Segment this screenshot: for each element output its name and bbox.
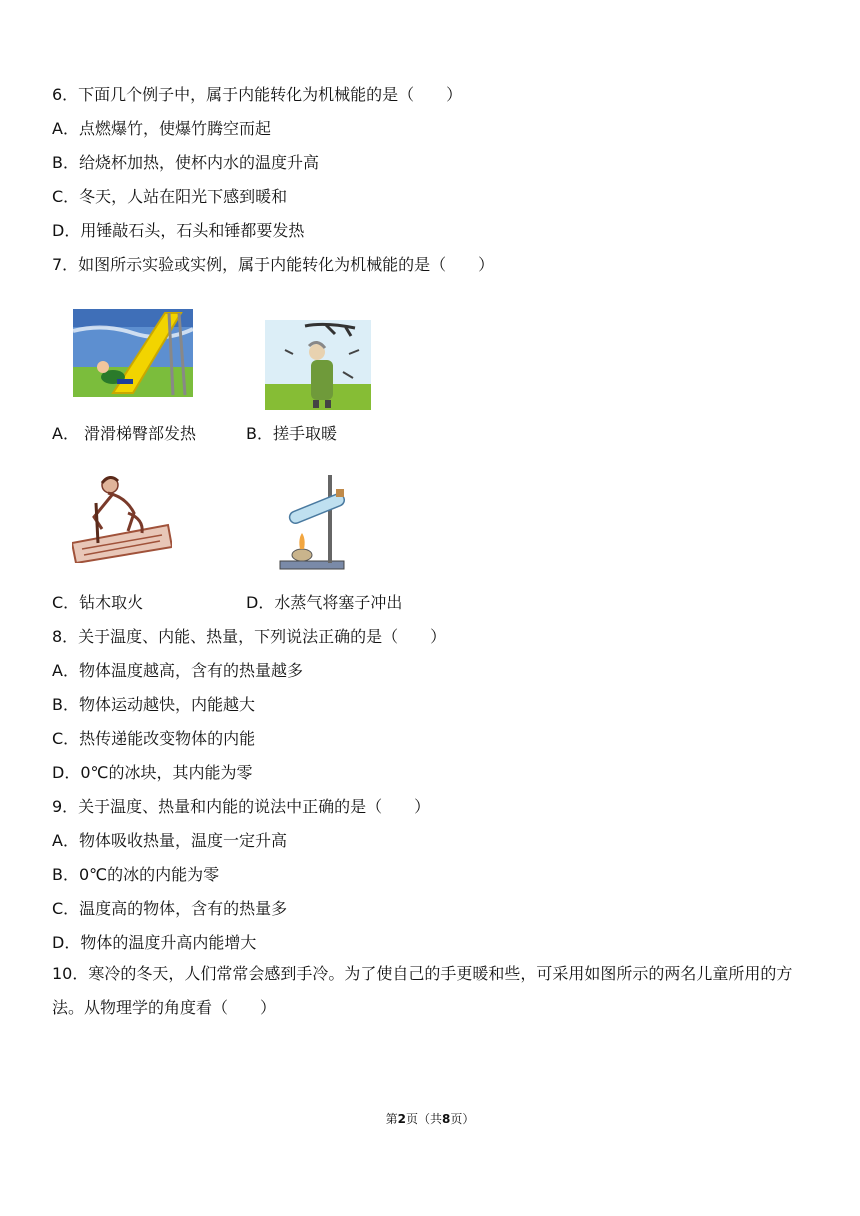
page-footer <box>0 1110 860 1127</box>
q8-option-d: D．0℃的冰块，其内能为零 <box>52 763 253 782</box>
q8-option-b: B．物体运动越快，内能越大 <box>52 695 255 714</box>
footer-mid: 页（共 <box>405 1112 442 1126</box>
q7-caption-c: C．钻木取火 <box>52 593 144 612</box>
q6-stem: 6．下面几个例子中，属于内能转化为机械能的是（ ） <box>52 85 463 104</box>
steam-test-tube-picture <box>276 473 356 573</box>
q8-option-c: C．热传递能改变物体的内能 <box>52 729 256 748</box>
rubbing-hands-picture <box>265 320 371 410</box>
q8-stem: 8．关于温度、内能、热量，下列说法正确的是（ ） <box>52 627 447 646</box>
q6-option-a: A．点燃爆竹，使爆竹腾空而起 <box>52 119 271 138</box>
q6-option-b: B．给烧杯加热，使杯内水的温度升高 <box>52 153 319 172</box>
q7-caption-b: B．搓手取暖 <box>246 424 337 443</box>
q9-option-d: D．物体的温度升高内能增大 <box>52 933 257 952</box>
q6-option-c: C．冬天，人站在阳光下感到暖和 <box>52 187 288 206</box>
slide-picture <box>73 309 193 397</box>
q10-stem: 10．寒冷的冬天，人们常常会感到手冷。为了使自己的手更暖和些，可采用如图所示的两名儿童所用的方法。从物理学的角度看（ ） <box>52 964 793 1017</box>
drilling-wood-picture <box>72 473 172 563</box>
footer-prefix: 第 <box>385 1112 398 1126</box>
footer-page-number: 2 <box>397 1112 406 1126</box>
q7-caption-d: D．水蒸气将塞子冲出 <box>246 593 403 612</box>
q9-option-c: C．温度高的物体，含有的热量多 <box>52 899 288 918</box>
footer-suffix: 页） <box>450 1112 475 1126</box>
q9-stem: 9．关于温度、热量和内能的说法中正确的是（ ） <box>52 797 431 816</box>
footer-total-pages: 8 <box>442 1112 451 1126</box>
q7-caption-a: A． 滑滑梯臀部发热 <box>52 424 197 443</box>
q7-stem: 7．如图所示实验或实例，属于内能转化为机械能的是（ ） <box>52 255 495 274</box>
q9-option-a: A．物体吸收热量，温度一定升高 <box>52 831 287 850</box>
q8-option-a: A．物体温度越高，含有的热量越多 <box>52 661 303 680</box>
q9-option-b: B．0℃的冰的内能为零 <box>52 865 220 884</box>
q6-option-d: D．用锤敲石头，石头和锤都要发热 <box>52 221 305 240</box>
